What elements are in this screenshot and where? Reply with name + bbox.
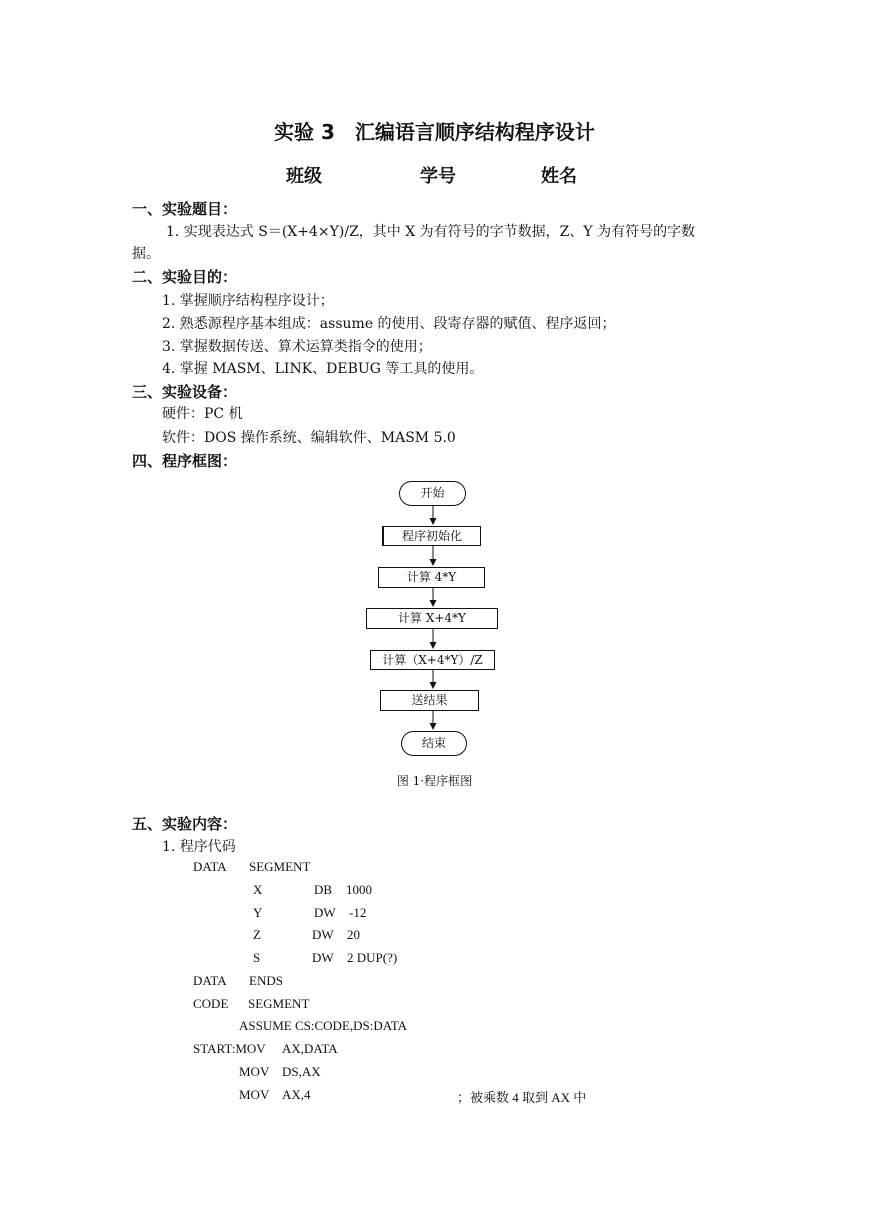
code-var-type: DW bbox=[312, 950, 334, 965]
section-1-text-line1: 1. 实现表达式 S＝(X+4×Y)/Z，其中 X 为有符号的字节数据，Z、Y 为有符号的字数 bbox=[166, 224, 696, 240]
student-name-label: 姓名 bbox=[541, 166, 577, 187]
code-var-type: DW bbox=[314, 905, 336, 920]
code-var-value: 2 DUP(?) bbox=[347, 950, 398, 965]
code-var-name: Y bbox=[253, 905, 263, 920]
code-op: ENDS bbox=[249, 973, 283, 988]
code-var-name: X bbox=[253, 882, 263, 897]
code-label: START:MOV bbox=[193, 1041, 266, 1056]
flow-step-init: 程序初始化 bbox=[382, 526, 481, 546]
objective-item: 3. 掌握数据传送、算术运算类指令的使用； bbox=[162, 339, 432, 355]
class-label: 班级 bbox=[286, 166, 322, 187]
flow-start: 开始 bbox=[399, 481, 466, 506]
flow-step-4y: 计算 4*Y bbox=[378, 567, 485, 588]
flow-step-x-plus-4y: 计算 X+4*Y bbox=[366, 608, 498, 629]
hardware-text: 硬件：PC 机 bbox=[162, 406, 243, 422]
figure-caption: 图 1·程序框图 bbox=[396, 774, 473, 788]
code-line: ASSUME CS:CODE,DS:DATA bbox=[239, 1018, 407, 1033]
code-item-label: 1. 程序代码 bbox=[162, 839, 236, 855]
section-3-heading: 三、实验设备： bbox=[132, 383, 238, 401]
code-var-value: 20 bbox=[347, 927, 360, 942]
flow-step-divide-z: 计算（X+4*Y）/Z bbox=[370, 650, 495, 670]
section-5-heading: 五、实验内容： bbox=[132, 815, 238, 833]
code-label: DATA bbox=[193, 859, 227, 874]
software-text: 软件：DOS 操作系统、编辑软件、MASM 5.0 bbox=[162, 430, 456, 446]
code-op: SEGMENT bbox=[249, 859, 311, 874]
code-var-name: S bbox=[253, 950, 261, 965]
code-var-type: DB bbox=[314, 882, 333, 897]
code-args: DS,AX bbox=[282, 1064, 321, 1079]
code-comment: ；被乘数 4 取到 AX 中 bbox=[457, 1090, 587, 1105]
objective-item: 2. 熟悉源程序基本组成：assume 的使用、段寄存器的赋值、程序返回； bbox=[162, 316, 616, 332]
code-args: AX,4 bbox=[282, 1087, 311, 1102]
flow-step-store: 送结果 bbox=[380, 690, 479, 711]
section-4-heading: 四、程序框图： bbox=[132, 452, 238, 470]
student-id-label: 学号 bbox=[420, 166, 456, 187]
code-var-type: DW bbox=[312, 927, 334, 942]
code-var-value: 1000 bbox=[346, 882, 372, 897]
section-1-heading: 一、实验题目： bbox=[132, 200, 238, 218]
section-1-text-line2: 据。 bbox=[132, 246, 160, 262]
code-op: MOV bbox=[239, 1064, 270, 1079]
code-args: AX,DATA bbox=[282, 1041, 338, 1056]
code-label: CODE bbox=[193, 996, 229, 1011]
section-2-heading: 二、实验目的： bbox=[132, 268, 238, 286]
code-op: MOV bbox=[239, 1087, 270, 1102]
page-title: 实验 3 汇编语言顺序结构程序设计 bbox=[274, 120, 595, 144]
objective-item: 1. 掌握顺序结构程序设计； bbox=[162, 293, 334, 309]
code-op: SEGMENT bbox=[248, 996, 310, 1011]
code-label: DATA bbox=[193, 973, 227, 988]
code-var-name: Z bbox=[253, 927, 261, 942]
flow-end: 结束 bbox=[401, 731, 467, 756]
code-var-value: -12 bbox=[349, 905, 367, 920]
objective-item: 4. 掌握 MASM、LINK、DEBUG 等工具的使用。 bbox=[162, 361, 484, 377]
